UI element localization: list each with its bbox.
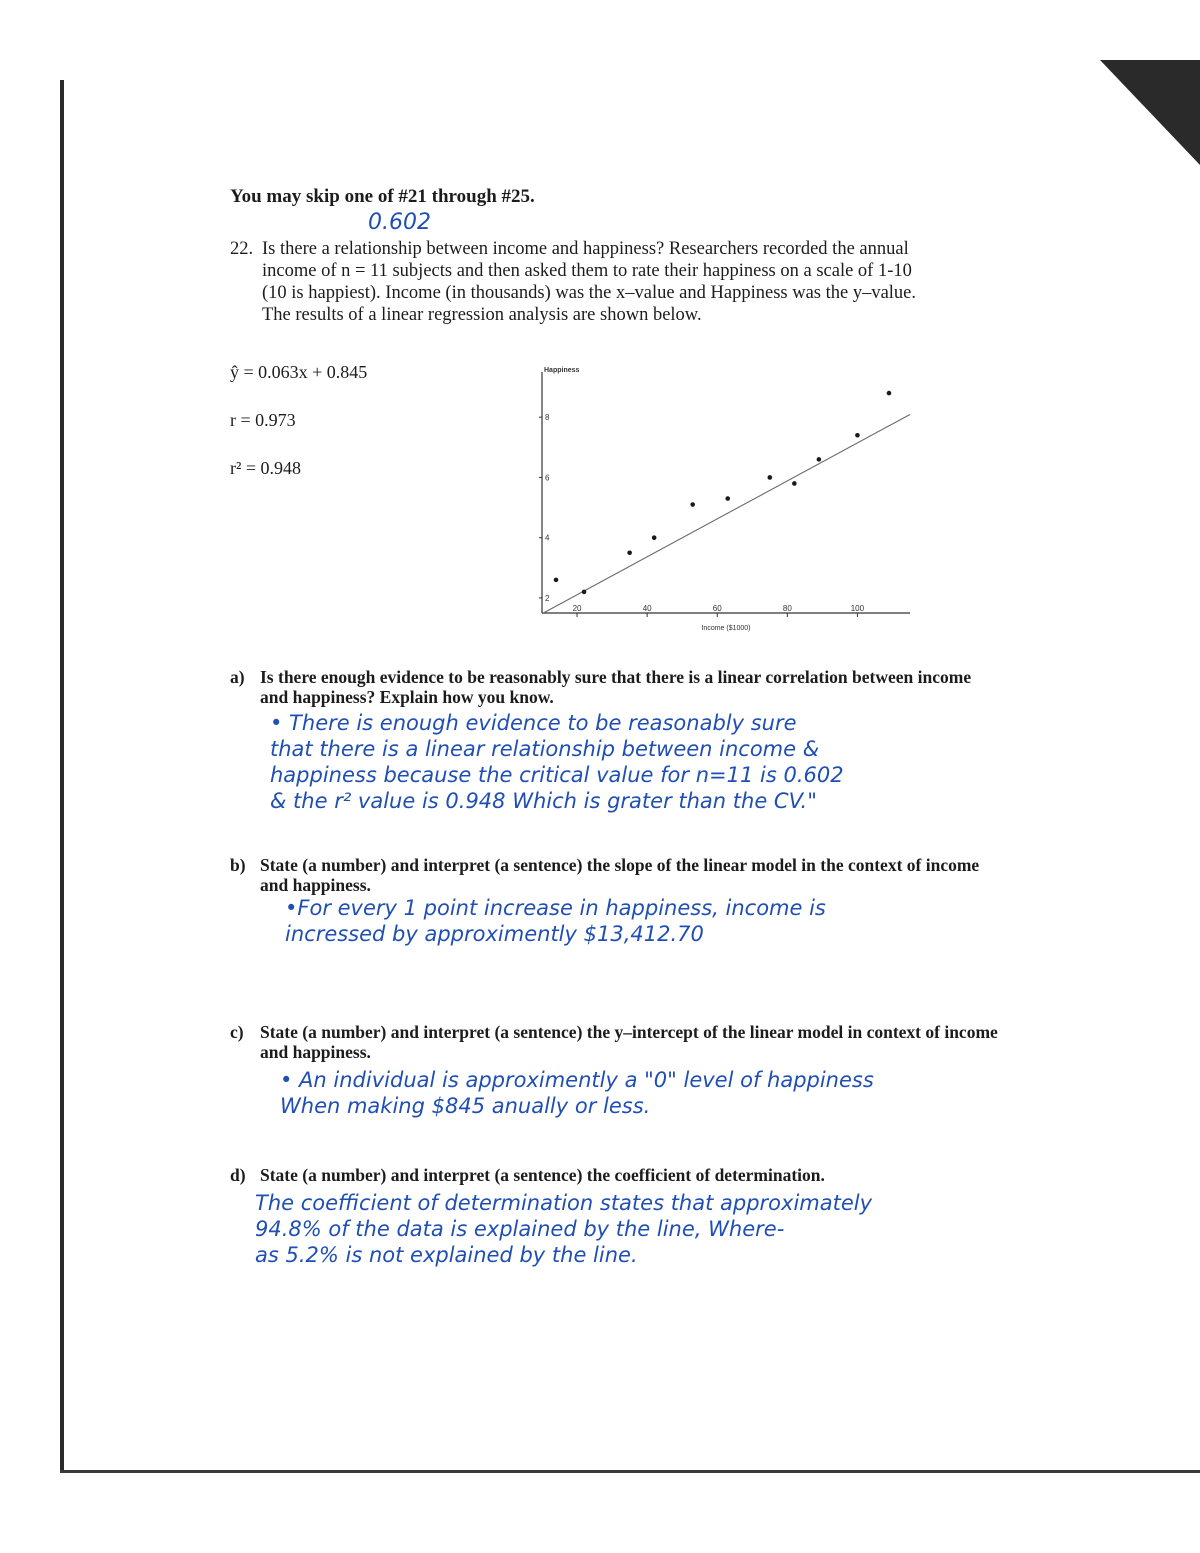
y-tick-label: 6 [545, 473, 550, 483]
data-point [690, 502, 695, 507]
corner-fold [1090, 60, 1200, 170]
part-b-label: b) [230, 855, 246, 875]
data-point [768, 475, 773, 480]
part-d-label: d) [230, 1165, 246, 1185]
data-point [792, 481, 797, 486]
part-b-prompt: State (a number) and interpret (a sentence) the slope of the linear model in the context of income and happiness. [260, 855, 980, 895]
data-point [855, 433, 860, 438]
part-d [230, 1165, 1010, 1186]
answer-line: incressed by approximently $13,412.70 [285, 922, 704, 946]
answer-line: 94.8% of the data is explained by the line, Where- [255, 1217, 785, 1241]
part-d-prompt: State (a number) and interpret (a sentence) the coefficient of determination. [260, 1165, 825, 1185]
data-point [582, 590, 587, 595]
part-c-label: c) [230, 1022, 244, 1042]
scatter-chart [520, 358, 920, 638]
page-edge-left [60, 80, 64, 1472]
part-c-answer [280, 1067, 1140, 1119]
part-b-answer [285, 895, 1145, 947]
data-point [652, 535, 657, 540]
answer-line: & the r² value is 0.948 Which is grater than the CV." [270, 789, 817, 813]
handwritten-critical-value: 0.602 [368, 210, 431, 235]
regression-line [542, 414, 910, 613]
x-axis-title: Income ($1000) [701, 625, 751, 632]
instructions: You may skip one of #21 through #25. [230, 186, 535, 207]
y-tick-label: 8 [545, 413, 550, 423]
page-edge-bottom [60, 1470, 1200, 1473]
part-b [230, 855, 1010, 896]
part-c [230, 1022, 1010, 1063]
x-tick-label: 60 [712, 604, 722, 613]
x-tick-label: 100 [850, 604, 865, 613]
question-number: 22. [230, 239, 254, 259]
y-tick-label: 2 [545, 593, 550, 603]
part-a-prompt: Is there enough evidence to be reasonably sure that there is a linear correlation between income and happiness? Explain how you know. [260, 667, 972, 707]
part-a [230, 667, 1010, 708]
answer-line: • An individual is approximently a "0" level of happiness [280, 1068, 874, 1092]
y-tick-label: 4 [545, 533, 550, 543]
correlation-coefficient: r = 0.973 [230, 410, 296, 430]
answer-line: The coefficient of determination states that approximately [255, 1191, 873, 1215]
question-line-2: income of n = 11 subjects and then asked them to rate their happiness on a scale of 1-10 [262, 261, 912, 281]
answer-line: •For every 1 point increase in happiness, income is [285, 896, 826, 920]
answer-line: happiness because the critical value for n=11 is 0.602 [270, 763, 844, 787]
data-point [725, 496, 730, 501]
question-line-4: The results of a linear regression analysis are shown below. [262, 305, 702, 325]
question-22 [230, 238, 1020, 326]
answer-line: that there is a linear relationship between income & [270, 737, 820, 761]
part-a-label: a) [230, 667, 245, 687]
data-point [554, 578, 559, 583]
data-point [887, 391, 892, 396]
data-point [627, 550, 632, 555]
answer-line: • There is enough evidence to be reasonably sure [270, 711, 797, 735]
regression-equation: ŷ = 0.063x + 0.845 [230, 362, 368, 382]
x-tick-label: 20 [572, 604, 582, 613]
x-tick-label: 80 [782, 604, 792, 613]
answer-line: When making $845 anually or less. [280, 1094, 651, 1118]
data-point [817, 457, 822, 462]
part-d-answer [255, 1190, 1115, 1268]
x-tick-label: 40 [642, 604, 652, 613]
part-c-prompt: State (a number) and interpret (a sentence) the y–intercept of the linear model in context of income and happiness. [260, 1022, 998, 1062]
y-axis-title: Happiness [544, 367, 580, 374]
coefficient-of-determination: r² = 0.948 [230, 458, 302, 478]
answer-line: as 5.2% is not explained by the line. [255, 1243, 638, 1267]
question-text: Is there a relationship between income and happiness? Researchers recorded the annual [262, 239, 909, 259]
question-line-3: (10 is happiest). Income (in thousands) was the x–value and Happiness was the y–value. [262, 283, 917, 303]
question-line-1 [230, 238, 1020, 260]
part-a-answer [270, 710, 1130, 814]
